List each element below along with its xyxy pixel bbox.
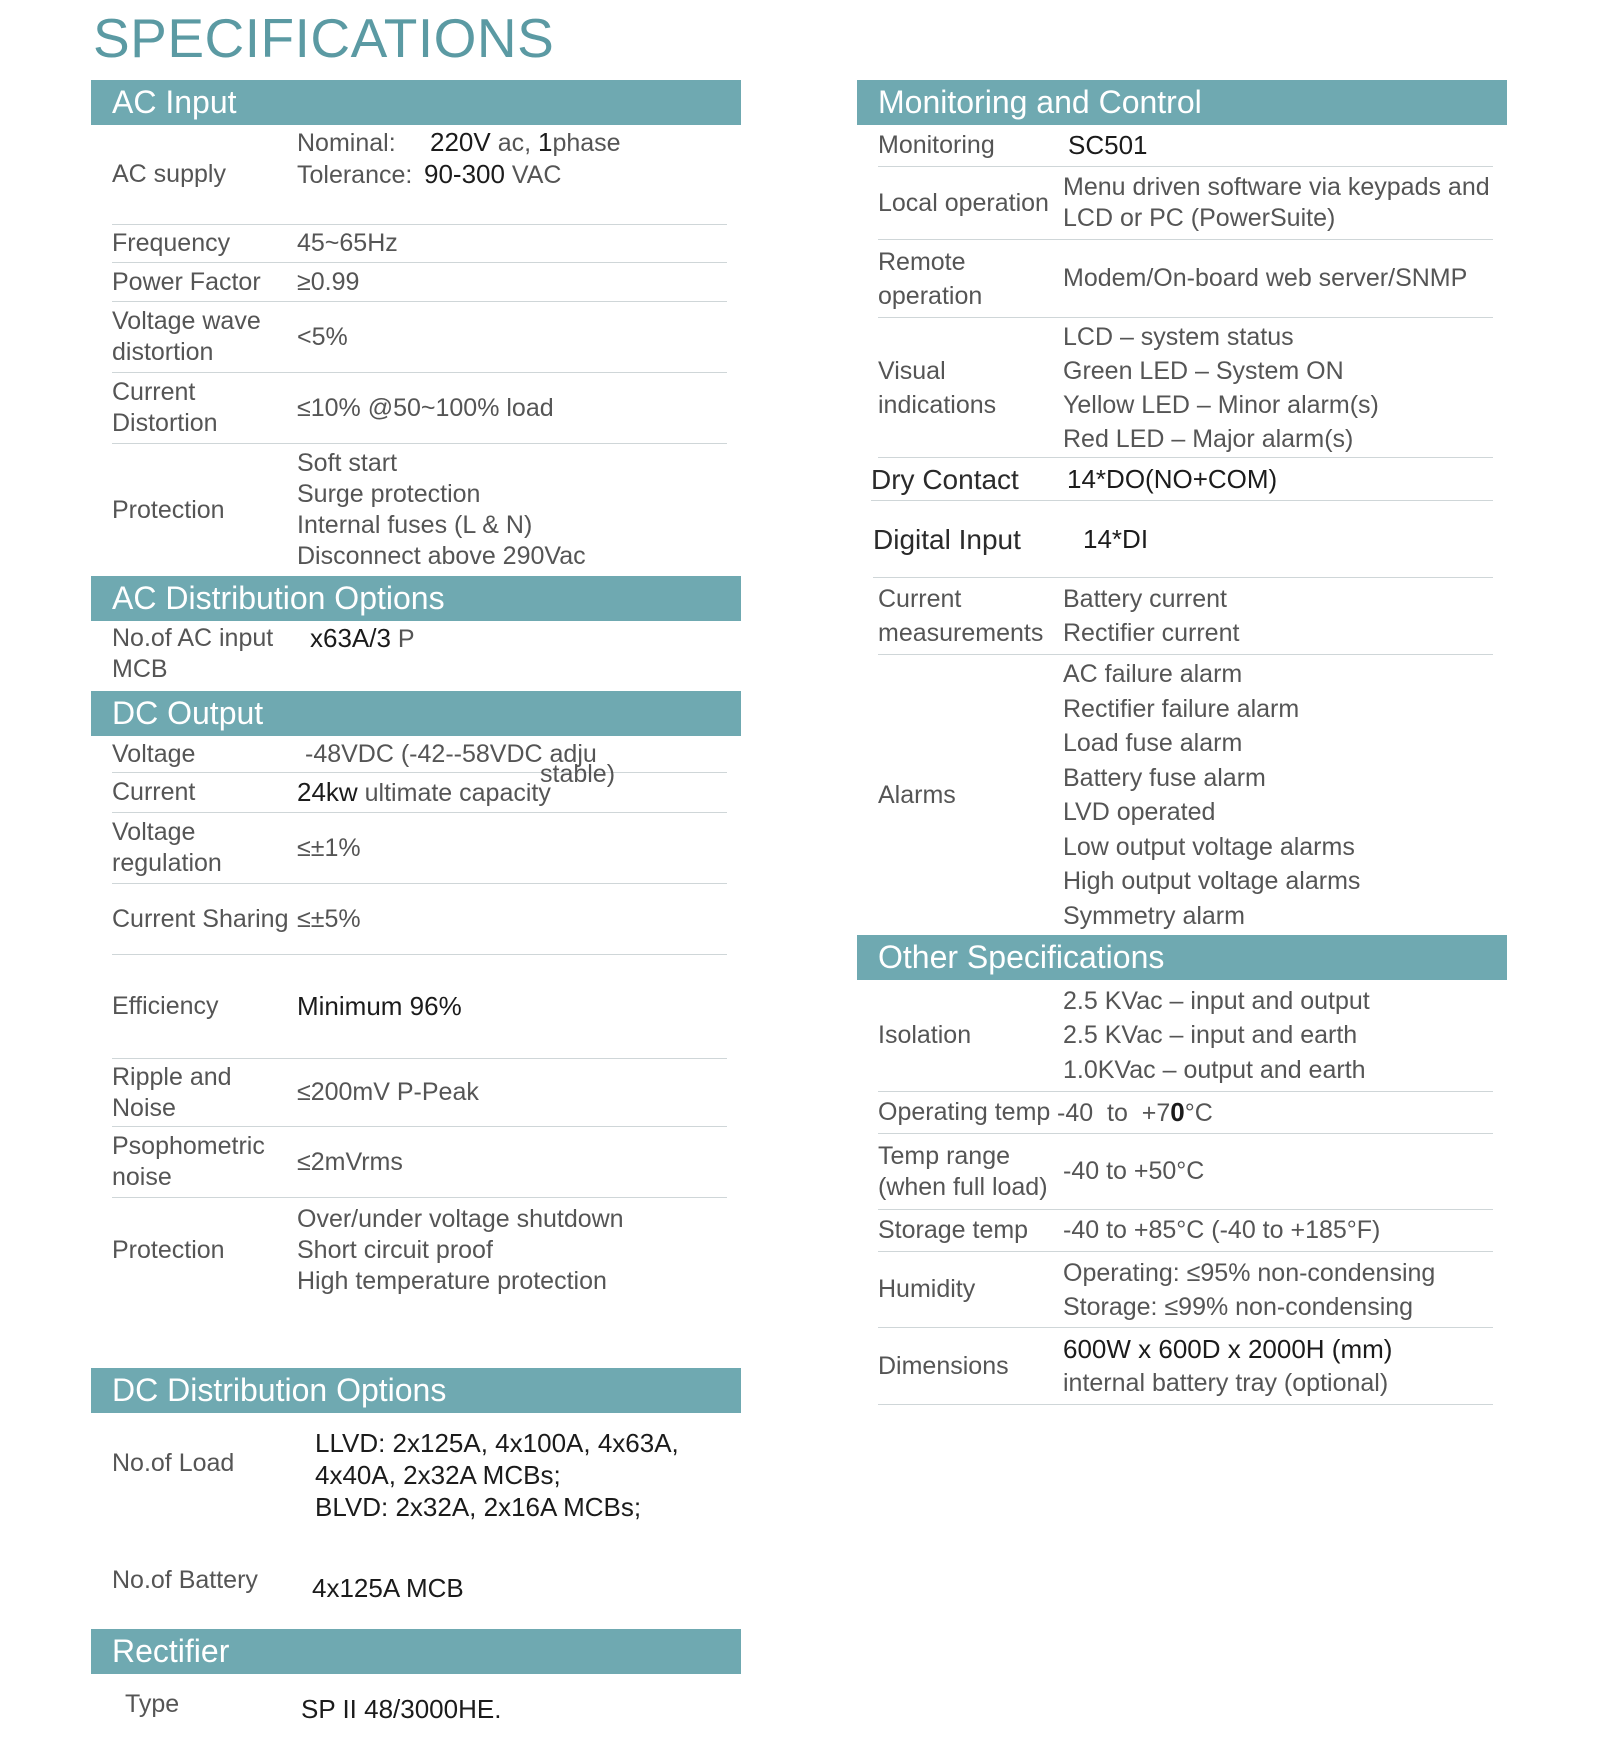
- ac-protection-label: Protection: [112, 495, 225, 524]
- dc-battery-value: 4x125A MCB: [312, 1572, 464, 1603]
- ac-supply-row: [112, 125, 727, 225]
- alarm-item: LVD operated: [1063, 798, 1216, 826]
- monitoring-value: SC501: [1068, 130, 1148, 160]
- dc-voltage-label: Voltage: [112, 739, 196, 768]
- humidity-item: Storage: ≤99% non-condensing: [1063, 1292, 1414, 1321]
- ac-mcb-label: No.of AC input MCB: [112, 624, 274, 683]
- voltage-regulation-row: [112, 813, 727, 884]
- dc-current-suffix: ultimate capacity: [364, 778, 551, 807]
- dc-load-list: [315, 1427, 727, 1523]
- current-measurements-row: [878, 578, 1493, 655]
- ac-distribution-header: AC Distribution Options: [91, 576, 741, 621]
- dc-load-item: BLVD: 2x32A, 2x16A MCBs;: [315, 1492, 642, 1522]
- remote-operation-row: [878, 240, 1493, 318]
- rectifier-type-row: [112, 1674, 727, 1734]
- visual-indications-label: Visual indications: [878, 356, 997, 419]
- tolerance-value: 90-300: [424, 159, 505, 189]
- ac-input-header: AC Input: [91, 80, 741, 125]
- power-factor-label: Power Factor: [112, 267, 261, 296]
- nominal-unit: ac,: [497, 129, 532, 157]
- ripple-row: [112, 1059, 727, 1127]
- temp-range-value: -40 to +50°C: [1063, 1157, 1205, 1185]
- storage-temp-value: -40 to +85°C (-40 to +185°F): [1063, 1216, 1381, 1244]
- dc-battery-label: No.of Battery: [112, 1565, 258, 1594]
- operating-temp-a: -40 to +7: [1057, 1098, 1171, 1127]
- visual-indication-item: Green LED – System ON: [1063, 356, 1344, 385]
- isolation-label: Isolation: [878, 1021, 972, 1049]
- current-sharing-label: Current Sharing: [112, 904, 289, 933]
- dc-battery-row: [112, 1531, 727, 1629]
- frequency-row: [112, 225, 727, 263]
- isolation-row: [878, 980, 1493, 1092]
- dc-protection-label: Protection: [112, 1236, 225, 1264]
- visual-indication-item: Yellow LED – Minor alarm(s): [1063, 390, 1379, 419]
- dc-protection-item: High temperature protection: [297, 1267, 607, 1295]
- alarm-item: Low output voltage alarms: [1063, 832, 1355, 861]
- ac-mcb-number: x63A/3: [310, 623, 391, 653]
- dc-current-value: [297, 777, 727, 809]
- current-measurements-label: Current measurements: [878, 585, 1044, 647]
- left-column: [91, 80, 741, 1734]
- temp-range-label: Temp range (when full load): [878, 1141, 1048, 1201]
- dimensions-row: [878, 1328, 1493, 1405]
- voltage-regulation-label: Voltage regulation: [112, 818, 222, 877]
- ac-protection-item: Soft start: [297, 449, 398, 477]
- ac-supply-label: AC supply: [112, 160, 226, 188]
- tolerance-unit: VAC: [511, 161, 562, 189]
- visual-indications-row: [878, 318, 1493, 458]
- visual-indication-item: Red LED – Major alarm(s): [1063, 424, 1354, 453]
- storage-temp-row: [878, 1210, 1493, 1252]
- power-factor-row: [112, 263, 727, 302]
- voltage-distortion-row: [112, 302, 727, 373]
- current-sharing-value: ≤±5%: [297, 904, 361, 933]
- dimensions-label: Dimensions: [878, 1351, 1009, 1380]
- efficiency-row: [112, 955, 727, 1059]
- isolation-list: [1063, 984, 1493, 1088]
- voltage-regulation-value: ≤±1%: [297, 833, 361, 862]
- storage-temp-label: Storage temp: [878, 1216, 1029, 1244]
- dry-contact-row: [871, 458, 1493, 501]
- efficiency-value: Minimum 96%: [297, 991, 462, 1021]
- rectifier-type-value: SP II 48/3000HE.: [301, 1693, 502, 1724]
- ac-protection-item: Surge protection: [297, 480, 481, 508]
- digital-input-value: 14*DI: [1083, 523, 1149, 554]
- current-distortion-row: [112, 373, 727, 444]
- local-operation-row: [878, 167, 1493, 240]
- phase-unit: phase: [552, 129, 621, 157]
- alarms-row: [878, 655, 1493, 935]
- local-operation-value: Menu driven software via keypads and LCD or PC (PowerSuite): [1063, 173, 1490, 232]
- humidity-label: Humidity: [878, 1275, 976, 1303]
- dc-current-row: [112, 773, 727, 813]
- phase-value: 1: [538, 127, 553, 157]
- alarms-list: [1063, 657, 1493, 933]
- ac-mcb-suffix: P: [397, 625, 415, 653]
- remote-operation-value: Modem/On-board web server/SNMP: [1063, 264, 1468, 292]
- voltage-distortion-label: Voltage wave distortion: [112, 307, 261, 366]
- current-measurements-list: [1063, 582, 1493, 650]
- operating-temp-row: [878, 1092, 1493, 1134]
- alarms-label: Alarms: [878, 780, 956, 809]
- current-distortion-label: Current Distortion: [112, 378, 218, 437]
- monitoring-row: [878, 125, 1493, 167]
- dc-load-item: 4x40A, 2x32A MCBs;: [315, 1460, 561, 1490]
- isolation-item: 2.5 KVac – input and output: [1063, 986, 1370, 1015]
- psophometric-row: [112, 1127, 727, 1198]
- ac-protection-item: Disconnect above 290Vac: [297, 542, 586, 570]
- operating-temp-b: 0: [1170, 1096, 1185, 1127]
- operating-temp-value: [1057, 1097, 1493, 1129]
- dc-voltage-value: -48VDC (-42--58VDC adju: [305, 739, 597, 768]
- ac-mcb-value: [310, 623, 727, 655]
- dc-load-row: [112, 1413, 727, 1531]
- dc-voltage-overflow: stable): [540, 760, 616, 788]
- alarm-item: Battery fuse alarm: [1063, 763, 1266, 792]
- alarm-item: Load fuse alarm: [1063, 729, 1243, 757]
- operating-temp-c: °C: [1184, 1098, 1213, 1127]
- alarm-item: High output voltage alarms: [1063, 867, 1361, 895]
- current-sharing-row: [112, 884, 727, 955]
- dc-protection-item: Over/under voltage shutdown: [297, 1205, 624, 1233]
- nominal-label: Nominal:: [297, 129, 396, 157]
- alarm-item: Rectifier failure alarm: [1063, 694, 1300, 723]
- psophometric-label: Psophometric noise: [112, 1132, 265, 1191]
- monitoring-header: Monitoring and Control: [857, 80, 1507, 125]
- dry-contact-value: 14*DO(NO+COM): [1067, 463, 1278, 494]
- voltage-distortion-value: <5%: [297, 322, 348, 351]
- rectifier-type-label: Type: [125, 1689, 180, 1718]
- remote-operation-label: Remote operation: [878, 247, 983, 310]
- ac-protection-list: [297, 448, 727, 572]
- rectifier-header: Rectifier: [91, 1629, 741, 1674]
- monitoring-label: Monitoring: [878, 131, 995, 159]
- local-operation-label: Local operation: [878, 188, 1049, 217]
- power-factor-value: ≥0.99: [297, 267, 360, 296]
- dimensions-value: [1063, 1332, 1493, 1400]
- measurement-item: Rectifier current: [1063, 619, 1240, 647]
- ac-protection-row: [112, 444, 727, 576]
- ac-supply-value: [297, 125, 727, 191]
- nominal-value: 220V: [430, 127, 491, 157]
- digital-input-label: Digital Input: [873, 523, 1021, 555]
- ripple-value: ≤200mV P-Peak: [297, 1078, 479, 1106]
- dc-protection-item: Short circuit proof: [297, 1236, 493, 1264]
- dc-protection-row: [112, 1198, 727, 1368]
- operating-temp-label: Operating temp: [878, 1098, 1051, 1126]
- visual-indication-item: LCD – system status: [1063, 322, 1294, 351]
- dimensions-size: 600W x 600D x 2000H (mm): [1063, 1334, 1393, 1364]
- ripple-label: Ripple and Noise: [112, 1062, 232, 1122]
- humidity-list: [1063, 1256, 1493, 1324]
- measurement-item: Battery current: [1063, 585, 1227, 613]
- dc-load-label: No.of Load: [112, 1449, 235, 1477]
- dc-protection-list: [297, 1204, 727, 1297]
- page-title: SPECIFICATIONS: [93, 7, 555, 69]
- right-column: [857, 80, 1507, 1405]
- alarm-item: Symmetry alarm: [1063, 901, 1245, 930]
- other-specs-header: Other Specifications: [857, 935, 1507, 980]
- dry-contact-label: Dry Contact: [871, 463, 1019, 495]
- dimensions-note: internal battery tray (optional): [1063, 1369, 1389, 1397]
- frequency-value: 45~65Hz: [297, 229, 398, 257]
- dc-output-header: DC Output: [91, 691, 741, 736]
- tolerance-label: Tolerance:: [297, 161, 413, 189]
- efficiency-label: Efficiency: [112, 992, 219, 1020]
- dc-voltage-row: [112, 736, 727, 788]
- dc-current-label: Current: [112, 778, 196, 806]
- visual-indications-list: [1063, 320, 1493, 456]
- digital-input-row: [873, 501, 1493, 578]
- dc-current-number: 24kw: [297, 776, 358, 807]
- humidity-row: [878, 1252, 1493, 1328]
- alarm-item: AC failure alarm: [1063, 660, 1243, 688]
- dc-load-item: LLVD: 2x125A, 4x100A, 4x63A,: [315, 1428, 679, 1458]
- ac-mcb-row: [112, 621, 727, 691]
- current-distortion-value: ≤10% @50~100% load: [297, 393, 554, 422]
- humidity-item: Operating: ≤95% non-condensing: [1063, 1258, 1436, 1287]
- isolation-item: 1.0KVac – output and earth: [1063, 1055, 1366, 1084]
- dc-distribution-header: DC Distribution Options: [91, 1368, 741, 1413]
- isolation-item: 2.5 KVac – input and earth: [1063, 1021, 1358, 1050]
- frequency-label: Frequency: [112, 229, 231, 257]
- ac-protection-item: Internal fuses (L & N): [297, 511, 533, 539]
- psophometric-value: ≤2mVrms: [297, 1147, 403, 1176]
- temp-range-row: [878, 1134, 1493, 1210]
